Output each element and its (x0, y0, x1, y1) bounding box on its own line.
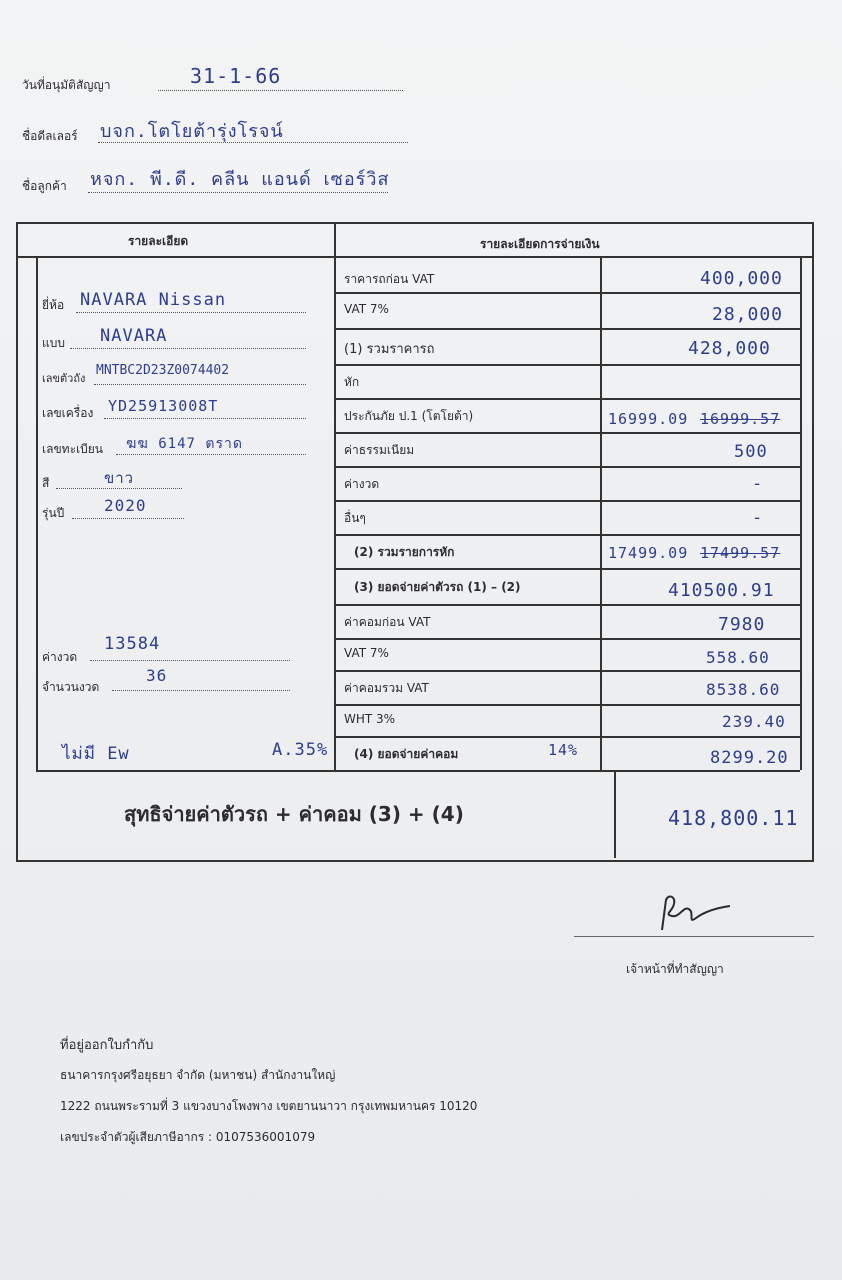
chassis-value: MNTBC2D23Z0074402 (96, 363, 230, 378)
row-line (334, 292, 800, 294)
row-label: ค่าคอมรวม VAT (344, 681, 429, 695)
row-label: ราคารถก่อน VAT (344, 272, 435, 286)
signature-scribble (650, 890, 740, 940)
row-value: 558.60 (706, 648, 770, 667)
row-line (334, 736, 800, 738)
row-value-struck: 17499.57 (700, 544, 781, 562)
row-label: (3) ยอดจ่ายค่าตัวรถ (1) – (2) (354, 580, 521, 594)
interest-rate-note: A.35% (272, 740, 329, 760)
brand-label: ยี่ห้อ (42, 298, 65, 312)
installment-value: 13584 (104, 634, 161, 654)
engine-label: เลขเครื่อง (42, 406, 94, 420)
row-line (334, 398, 800, 400)
row-value: 16999.09 (608, 410, 689, 428)
row-label: หัก (344, 375, 360, 389)
row-line (334, 604, 800, 606)
row-label: ประกันภัย ป.1 (โตโยต้า) (344, 409, 474, 423)
terms-value: 36 (146, 666, 168, 685)
row-label: ค่าธรรมเนียม (344, 443, 415, 457)
total-row-top (36, 770, 800, 772)
table-header-bottom (16, 256, 814, 258)
model-label: แบบ (42, 336, 65, 350)
approval-date-label: วันที่อนุมัติสัญญา (22, 78, 111, 92)
dealer-value: บจก.โตโยต้ารุ่งโรจน์ (100, 121, 284, 142)
chassis-label: เลขตัวถัง (42, 372, 86, 385)
commission-rate-note: 14% (548, 741, 579, 759)
footer-address: 1222 ถนนพระรามที่ 3 แขวงบางโพงพาง เขตยานนาวา กรุงเทพมหานคร 10120 (60, 1099, 478, 1113)
approval-date-dotline (158, 90, 403, 91)
row-label: (1) รวมราคารถ (344, 342, 435, 357)
plate-label: เลขทะเบียน (42, 442, 103, 456)
row-value: 17499.09 (608, 544, 689, 562)
row-value: 28,000 (712, 304, 784, 325)
total-column-divider (614, 770, 616, 858)
terms-dotline (112, 690, 290, 691)
signature-line (574, 936, 814, 937)
row-line (334, 534, 800, 536)
terms-label: จำนวนงวด (42, 680, 100, 694)
value-column-divider (600, 256, 602, 770)
row-value: 239.40 (722, 712, 786, 731)
total-value: 418,800.11 (668, 806, 799, 830)
row-label: VAT 7% (344, 302, 389, 316)
row-value: 410500.91 (668, 580, 775, 601)
row-value: 500 (734, 442, 768, 462)
engine-value: YD25913008T (108, 397, 219, 415)
row-label: WHT 3% (344, 712, 396, 726)
footer-tax-id: เลขประจำตัวผู้เสียภาษีอากร : 0107536001079 (60, 1130, 316, 1144)
total-label: สุทธิจ่ายค่าตัวรถ + ค่าคอม (3) + (4) (124, 802, 464, 826)
right-header: รายละเอียดการจ่ายเงิน (480, 237, 600, 251)
installment-dotline (90, 660, 290, 661)
left-header: รายละเอียด (128, 234, 189, 248)
row-value: 8299.20 (710, 748, 789, 768)
chassis-dotline (94, 384, 306, 385)
row-line (334, 466, 800, 468)
brand-dotline (76, 312, 306, 313)
right-inner-border (800, 256, 802, 770)
model-value: NAVARA (100, 326, 168, 346)
row-label: อื่นๆ (344, 511, 366, 525)
table-divider (334, 222, 336, 770)
footer-title: ที่อยู่ออกใบกำกับ (60, 1038, 154, 1053)
row-line (334, 638, 800, 640)
row-line (334, 670, 800, 672)
row-line (334, 328, 800, 330)
year-label: รุ่นปี (42, 506, 65, 520)
row-label: ค่างวด (344, 477, 380, 491)
payment-table (16, 222, 814, 862)
row-value: 400,000 (700, 268, 783, 289)
customer-label: ชื่อลูกค้า (22, 179, 67, 193)
dealer-label: ชื่อดีลเลอร์ (22, 129, 78, 143)
left-inner-border (36, 256, 38, 770)
row-line (334, 364, 800, 366)
year-dotline (72, 518, 184, 519)
row-label: ค่าคอมก่อน VAT (344, 615, 431, 629)
row-value: 8538.60 (706, 680, 781, 699)
approval-date-value: 31-1-66 (190, 64, 282, 88)
model-dotline (70, 348, 306, 349)
row-line (334, 704, 800, 706)
footer-bank: ธนาคารกรุงศรีอยุธยา จำกัด (มหาชน) สำนักงานใหญ่ (60, 1068, 336, 1082)
row-value: 7980 (718, 614, 766, 635)
row-line (334, 568, 800, 570)
engine-dotline (104, 418, 306, 419)
row-label: (2) รวมรายการหัก (354, 545, 455, 559)
color-label: สี (42, 476, 50, 490)
plate-value: ฆฆ 6147 ตราด (126, 436, 243, 452)
row-value: - (752, 474, 764, 494)
color-value: ขาว (104, 469, 135, 487)
row-label: VAT 7% (344, 646, 389, 660)
row-value-struck: 16999.57 (700, 410, 781, 428)
row-line (334, 432, 800, 434)
installment-label: ค่างวด (42, 650, 78, 664)
row-value: 428,000 (688, 338, 771, 359)
row-label: (4) ยอดจ่ายค่าคอม (354, 747, 459, 761)
signature-role: เจ้าหน้าที่ทำสัญญา (626, 962, 724, 976)
brand-value: NAVARA Nissan (80, 290, 227, 310)
row-line (334, 500, 800, 502)
year-value: 2020 (104, 496, 147, 515)
handwritten-note: ไม่มี Ew (62, 744, 130, 764)
row-value: - (752, 508, 764, 528)
customer-value: หจก. พี.ดี. คลีน แอนด์ เซอร์วิส (90, 169, 390, 190)
